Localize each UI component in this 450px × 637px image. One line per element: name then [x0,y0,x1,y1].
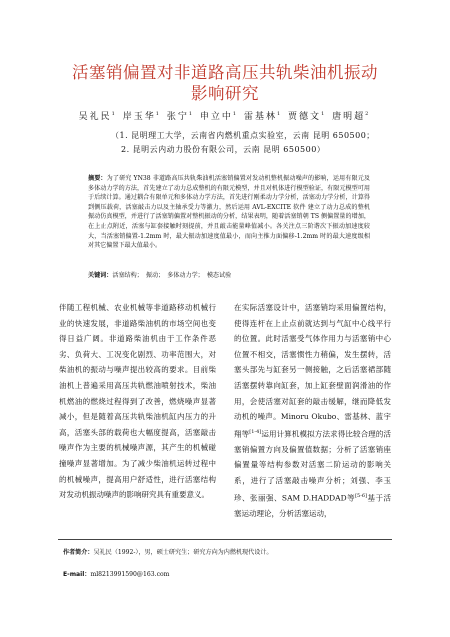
paper-title [0,62,450,104]
author-bio-text: 吴礼民（1992-），男，硕士研究生；研究方向为内燃机现代设计。 [93,549,273,556]
affiliation-2: 2. 昆明云内动力股份有限公司，云南 昆明 650500） [121,145,326,154]
email-address[interactable]: ml8213991590@163.com [90,571,170,578]
keywords-text: 活塞结构； 振动； 多体动力学； 模态试验 [112,272,232,279]
body-paragraph: 在实际活塞设计中，活塞销均采用偏置结构，使得连杆在上止点前就达到与气缸中心线平行的位置。此时活塞受气体作用力与活塞销中心位置不相交，活塞惯性力稍偏，发生摆转，活塞头部先与缸套另一侧接触，之后活塞裙部随活塞摆转靠向缸套，加上缸套壁面润滑油的作用，会使活塞对缸套的敲击缓解，继而降低发动机的噪声。Minoru Okubo、雷基林、蓝宇翔等 [234,303,391,439]
author-bio [63,547,273,556]
author: 雷基林$^1$ [243,111,281,122]
author-list [0,109,450,122]
footnote-divider [58,539,392,540]
author: 岸玉华$^1$ [122,111,159,122]
author-email [63,569,169,578]
abstract [88,174,370,251]
body-column-left [59,300,216,503]
author: 申立中$^1$ [199,111,237,122]
body-paragraph: 基于活塞运动理论，分析活塞运动， [234,493,391,518]
body-paragraph: 伴随工程机械、农业机械等非道路移动机械行业的快速发展，非道路柴油机的市场空间也变得日益广阔。非道路柴油机由于工作条件恶劣、负荷大、工况变化剧烈、功率范围大，对柴油机的振动与噪声提出较高的要求。目前柴油机上普遍采用高压共轨燃油喷射技术，柴油机燃油的燃烧过程得到了改善，燃烧噪声显著减小，但是随着高压共轨柴油机缸内压力的升高，活塞头部的载荷也大幅度提高，活塞敲击噪声作为主要的机械噪声源，其产生的机械碰撞噪声显著增加。为了减少柴油机运转过程中的机械噪声，提高用户舒适性，进行活塞结构对发动机振动噪声的影响研究具有重要意义。 [59,303,216,500]
title-line-1: 活塞销偏置对非道路高压共轨柴油机振动 [72,63,378,82]
keywords-label: 关键词： [88,272,113,279]
title-line-2: 影响研究 [191,84,259,103]
keywords [88,270,370,279]
citation-ref[interactable]: [1-4] [249,428,262,435]
author-bio-label: 作者简介： [63,549,94,556]
affiliation-1: （1. 昆明理工大学，云南省内燃机重点实验室，云南 昆明 650500； [111,131,375,140]
author: 吴礼民$^1$ [78,111,115,122]
author: 张宁$^1$ [166,111,193,122]
abstract-label: 摘要： [88,175,107,182]
email-label: E-mail： [63,571,91,578]
abstract-text: 为了研究 YN38 非道路高压共轨柴油机活塞销偏置对发动机整机振动噪声的影响，运用有限元及多体动力学的方法，首先建立了动力总成整机的有限元模型，并且对机体进行模型验证，有限元模型可用于后续计算。通过耦合有限单元和多体动力学方法，首先进行刚柔动力学分析，活塞动力学分析，计算得到侧压载荷，活塞敲击力以及主轴承受力等激力，然后运用 AVL-EXCITE 软件 建立了动力总成的整机振动仿真模型，并进行了活塞销偏置对整机振动的分析，结果表明，随着活塞销朝 TS 侧偏置量的增加，在上止点附近，活塞与缸套接触时刻提前，并且敲击能量峰值减小。各关注点三阶谐次下振动加速度较大，当活塞销偏置-1.2mm 时，最大振动加速度值最小，而向主推力面偏移-1.2mm 时的最大速度级相对其它偏置下最大值最小。 [88,175,371,250]
body-column-right [234,300,391,521]
author: 唐明超$^2$ [332,111,369,122]
author: 贾德文$^1$ [288,111,325,122]
citation-ref[interactable]: [5-6] [355,492,368,499]
body-paragraph: 运用计算机模拟方法求得比较合理的活塞销偏置方向及偏置值数据；分析了活塞销座偏置量等结构参数对活塞二阶运动的影响关系，进行了活塞敲击噪声分析；刘强、李玉珍、张丽强、SAM D.HADDAD等 [234,429,392,503]
